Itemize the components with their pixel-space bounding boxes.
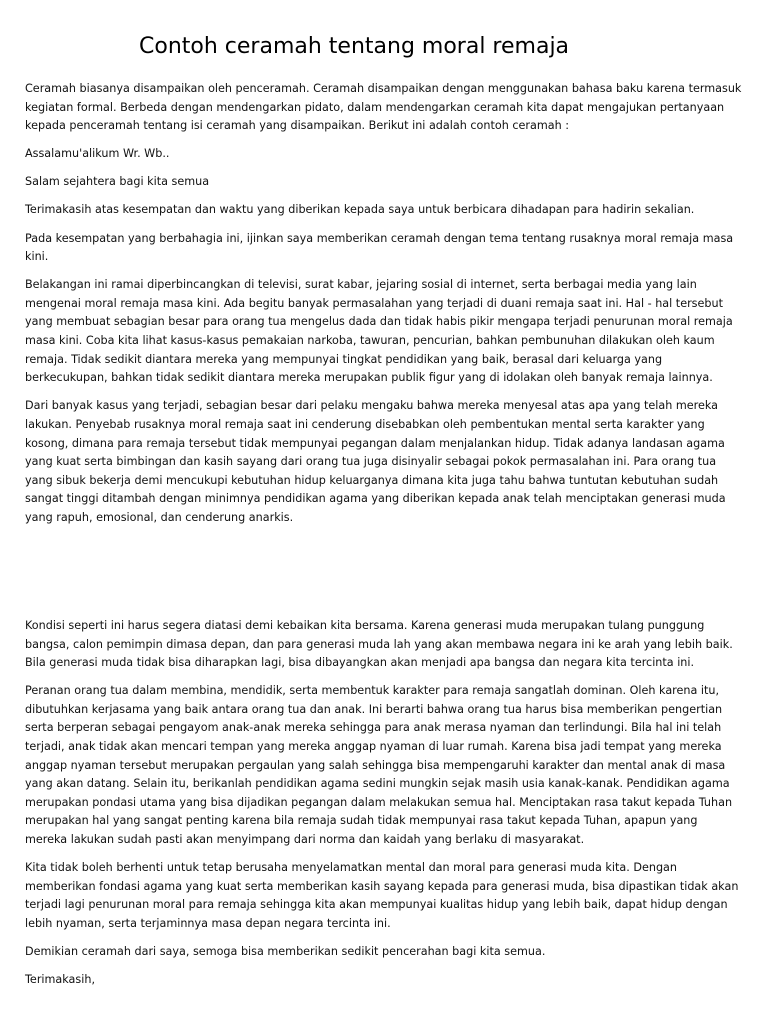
paragraph: Terimakasih atas kesempatan dan waktu yang diberikan kepada saya untuk berbicara dihadapan para hadirin sekalian. [25, 203, 695, 217]
paragraph: Pada kesempatan yang berbahagia ini, ijinkan saya memberikan ceramah dengan tema tentang rusaknya moral remaja masa kini. [25, 231, 734, 264]
blank-space [25, 537, 743, 617]
paragraph: Ceramah biasanya disampaikan oleh penceramah. Ceramah disampaikan dengan menggunakan bahasa baku karena termasuk kegiatan formal. Berbeda dengan mendengarkan pidato, dalam mendengarkan ceramah kita dapat mengajukan pertanyaan kepada penceramah tentang isi ceramah yang disampaikan. Berikut ini adalah contoh ceramah : [25, 82, 742, 133]
document-title: Contoh ceramah tentang moral remaja [139, 34, 570, 59]
paragraph: Kondisi seperti ini harus segera diatasi demi kebaikan kita bersama. Karena generasi muda merupakan tulang punggung bangsa, calon pemimpin dimasa depan, dan para generasi muda lah yang akan membawa negara ini ke arah yang lebih baik. Bila generasi muda tidak bisa diharapkan lagi, bisa dibayangkan akan menjadi apa bangsa dan negara kita tercinta ini. [25, 618, 733, 670]
sign-off: Terimakasih, [25, 973, 95, 987]
paragraph: Belakangan ini ramai diperbincangkan di televisi, surat kabar, jejaring sosial di internet, serta berbagai media yang lain mengenai moral remaja masa kini. Ada begitu banyak permasalahan yang terjadi di duani remaja saat ini. Hal - hal tersebut yang membuat sebagian besar para orang tua mengelus dada dan tidak habis pikir mengapa terjadi penurunan moral remaja masa kini. Coba kita lihat kasus-kasus pemakaian narkoba, tawuran, pencurian, bahkan pembunuhan dilakukan oleh kaum remaja. Tidak sedikit diantara mereka yang mempunyai tingkat pendidikan yang baik, berasal dari keluarga yang berkecukupan, bahkan tidak sedikit diantara mereka merupakan publik figur yang di idolakan oleh banyak remaja lainnya. [25, 278, 733, 385]
closing-paragraph: Demikian ceramah dari saya, semoga bisa memberikan sedikit pencerahan bagi kita semua. [25, 944, 546, 958]
paragraph: Dari banyak kasus yang terjadi, sebagian besar dari pelaku mengaku bahwa mereka menyesal atas apa yang telah mereka lakukan. Penyebab rusaknya moral remaja saat ini cenderung disebabkan oleh pembentukan mental serta karakter yang kosong, dimana para remaja tersebut tidak mempunyai pegangan dalam menjalankan hidup. Tidak adanya landasan agama yang kuat serta bimbingan dan kasih sayang dari orang tua juga disinyalir sebagai pokok permasalahan ini. Para orang tua yang sibuk bekerja demi mencukupi kebutuhan hidup keluarganya dimana kita juga tahu bahwa tuntutan kebutuhan sudah sangat tinggi ditambah dengan minimnya pendidikan agama yang diberikan kepada anak telah menciptakan generasi muda yang rapuh, emosional, dan cenderung anarkis. [25, 399, 726, 524]
paragraph: Kita tidak boleh berhenti untuk tetap berusaha menyelamatkan mental dan moral para generasi muda kita. Dengan memberikan fondasi agama yang kuat serta memberikan kasih sayang kepada para generasi muda, bisa dipastikan tidak akan terjadi lagi penurunan moral para remaja sehingga kita akan mempunyai kualitas hidup yang lebih baik, dapat hidup dengan lebih nyaman, serta terjaminnya masa depan negara tercinta ini. [25, 861, 739, 930]
salutation-paragraph: Salam sejahtera bagi kita semua [25, 175, 210, 189]
greeting-paragraph: Assalamu'alikum Wr. Wb.. [25, 147, 170, 161]
paragraph: Peranan orang tua dalam membina, mendidik, serta membentuk karakter para remaja sangatlah dominan. Oleh karena itu, dibutuhkan kerjasama yang baik antara orang tua dan anak. Ini berarti bahwa orang tua harus bisa memberikan pengertian serta berperan sebagai pengayom anak-anak mereka sehingga para anak merasa nyaman dan terlindungi. Bila hal ini telah terjadi, anak tidak akan mencari tempan yang mereka anggap nyaman di luar rumah. Karena bisa jadi tempat yang mereka anggap nyaman tersebut merupakan pergaulan yang salah sehingga bisa mempengaruhi karakter dan mental anak di masa yang akan datang. Selain itu, berikanlah pendidikan agama sedini mungkin sejak masih usia kanak-kanak. Pendidikan agama merupakan pondasi utama yang bisa dijadikan pegangan dalam melakukan semua hal. Menciptakan rasa takut kepada Tuhan merupakan hal yang sangat penting karena bila remaja sudah tidak mempunyai rasa takut kepada Tuhan, apapun yang mereka lakukan sudah pasti akan menyimpang dari norma dan kaidah yang berlaku di masyarakat. [25, 684, 733, 846]
document-body [25, 80, 743, 999]
